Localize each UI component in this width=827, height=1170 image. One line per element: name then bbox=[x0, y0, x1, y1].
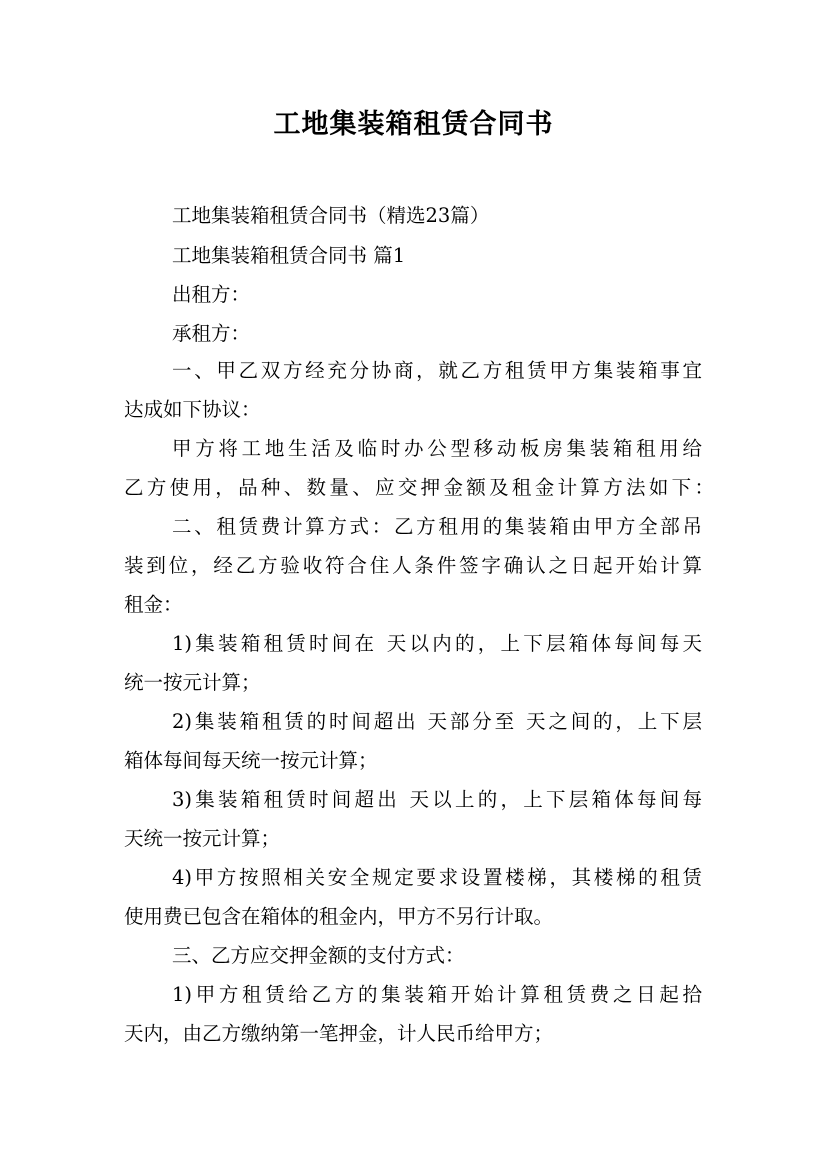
list-item-line: 使用费已包含在箱体的租金内，甲方不另行计取。 bbox=[124, 905, 554, 928]
paragraph-line: 达成如下协议： bbox=[124, 398, 261, 421]
subtitle-line: 工地集装箱租赁合同书（精选23篇） bbox=[172, 204, 490, 227]
paragraph-line: 二、租赁费计算方式：乙方租用的集装箱由甲方全部吊 bbox=[172, 515, 702, 538]
document-title: 工地集装箱租赁合同书 bbox=[273, 109, 554, 140]
list-item-line: 天统一按元计算； bbox=[124, 827, 281, 850]
paragraph-line: 租金： bbox=[124, 593, 183, 616]
paragraph-line: 乙方使用，品种、数量、应交押金额及租金计算方法如下： bbox=[124, 476, 714, 499]
list-item-line: 4)甲方按照相关安全规定要求设置楼梯，其楼梯的租赁 bbox=[172, 866, 702, 889]
paragraph-line: 装到位，经乙方验收符合住人条件签字确认之日起开始计算 bbox=[124, 554, 702, 577]
paragraph-line: 甲方将工地生活及临时办公型移动板房集装箱租用给 bbox=[172, 437, 702, 460]
list-item-line: 统一按元计算； bbox=[124, 671, 261, 694]
lessor-field: 出租方： bbox=[172, 283, 251, 306]
paragraph-line: 一、甲乙双方经充分协商，就乙方租赁甲方集装箱事宜 bbox=[172, 359, 702, 382]
lessee-field: 承租方： bbox=[172, 322, 251, 345]
list-item-line: 1)甲方租赁给乙方的集装箱开始计算租赁费之日起拾 bbox=[172, 983, 702, 1006]
list-item-line: 箱体每间每天统一按元计算； bbox=[124, 749, 378, 772]
list-item-line: 天内，由乙方缴纳第一笔押金，计人民币给甲方； bbox=[124, 1022, 554, 1045]
list-item-line: 2)集装箱租赁的时间超出 天部分至 天之间的，上下层 bbox=[172, 710, 702, 733]
list-item-line: 3)集装箱租赁时间超出 天以上的，上下层箱体每间每 bbox=[172, 788, 702, 811]
list-item-line: 1)集装箱租赁时间在 天以内的，上下层箱体每间每天 bbox=[172, 632, 702, 655]
section-heading: 三、乙方应交押金额的支付方式： bbox=[172, 944, 465, 967]
section-heading: 工地集装箱租赁合同书 篇1 bbox=[172, 244, 406, 267]
